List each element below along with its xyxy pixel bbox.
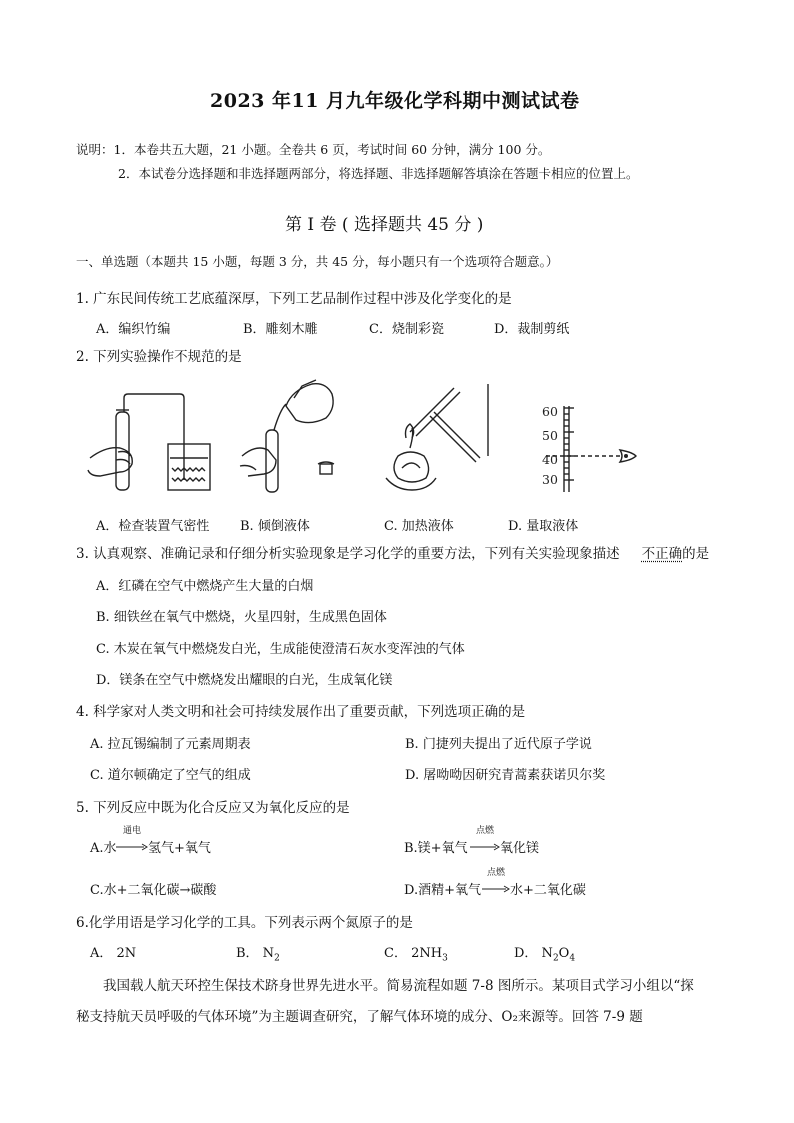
q3-option-a: A．红磷在空气中燃烧产生大量的白烟 [96, 579, 314, 594]
q6-option-b [236, 942, 280, 964]
q5-b-condition: 点燃 [475, 826, 494, 836]
graduated-cylinder-illustration [546, 406, 636, 492]
q1-option-a: A．编织竹编 [96, 322, 171, 337]
q5-option-a [90, 837, 117, 856]
q6-d-subscript-2: 4 [569, 953, 576, 964]
q3-option-b: B. 细铁丝在氧气中燃烧，火星四射，生成黑色固体 [96, 610, 387, 625]
q3-option-d: D．镁条在空气中燃烧发出耀眼的白光，生成氧化镁 [96, 673, 393, 688]
q5-a-arrow [116, 826, 148, 855]
q5-a-condition: 通电 [122, 826, 141, 836]
q6-b-text: B． N [236, 946, 275, 961]
q1-option-b: B．雕刻木雕 [243, 322, 318, 337]
q6-c-text: C． 2NH [384, 946, 443, 961]
q4-option-b: B. 门捷列夫提出了近代原子学说 [405, 737, 592, 752]
q1-stem: 1. 广东民间传统工艺底蕴深厚，下列工艺品制作过程中涉及化学变化的是 [76, 291, 512, 307]
q2-stem: 2. 下列实验操作不规范的是 [76, 349, 242, 365]
q2-illustrations [80, 372, 660, 502]
instructions-line-1: 说明：1．本卷共五大题，21 小题。全卷共 6 页，考试时间 60 分钟，满分 100 分。 [76, 142, 551, 157]
instructions-line-2: 2．本试卷分选择题和非选择题两部分，将选择题、非选择题解答填涂在答题卡相应的位置上。 [118, 166, 639, 181]
cylinder-tick-60: 60 [542, 404, 558, 419]
arrow-icon [470, 843, 500, 851]
exam-title: 2023 年11 月九年级化学科期中测试试卷 [210, 90, 580, 112]
q6-c-subscript: 3 [442, 953, 448, 964]
q6-option-a: A． 2N [90, 946, 137, 961]
cylinder-tick-50: 50 [542, 428, 558, 443]
q3-emphasis-incorrect: 不正确 [641, 546, 683, 562]
q6-option-d [514, 942, 575, 964]
cylinder-tick-30: 30 [542, 472, 558, 487]
passage-line-1: 我国载人航天环控生保技术跻身世界先进水平。简易流程如题 7-8 图所示。某项目式学习小组以“探 [103, 978, 694, 994]
pouring-liquid-illustration [240, 380, 334, 492]
airtightness-check-illustration [88, 394, 210, 490]
q1-option-d: D．裁制剪纸 [494, 322, 570, 337]
q5-d-product: 水+二氧化碳 [510, 883, 586, 898]
q5-option-b: B.镁+氧气 [404, 841, 468, 856]
q4-stem: 4. 科学家对人类文明和社会可持续发展作出了重要贡献，下列选项正确的是 [76, 704, 526, 720]
q6-stem: 6.化学用语是学习化学的工具。下列表示两个氮原子的是 [76, 915, 413, 931]
q2-caption-d: D. 量取液体 [508, 519, 579, 534]
arrow-icon [482, 885, 510, 893]
heating-liquid-illustration [386, 384, 488, 490]
passage-line-2: 秘支持航天员呼吸的气体环境”为主题调查研究，了解气体环境的成分、O₂来源等。回答 7-9 题 [76, 1009, 643, 1025]
q5-d-arrow [482, 868, 510, 897]
q5-option-d: D.酒精+氧气 [404, 883, 481, 898]
q5-d-condition: 点燃 [486, 868, 505, 878]
q5-a-product: 氢气+氧气 [148, 841, 211, 856]
q6-b-subscript: 2 [274, 953, 280, 964]
q4-option-a: A. 拉瓦锡编制了元素周期表 [90, 737, 251, 752]
q1-option-c: C．烧制彩瓷 [369, 322, 444, 337]
q2-caption-b: B. 倾倒液体 [240, 519, 310, 534]
q5-b-arrow [470, 826, 500, 855]
q3-option-c: C. 木炭在氧气中燃烧发白光，生成能使澄清石灰水变浑浊的气体 [96, 642, 465, 657]
q6-d-text-mid: O [558, 946, 570, 961]
q4-option-c: C. 道尔顿确定了空气的组成 [90, 768, 251, 783]
q2-caption-a: A．检查装置气密性 [96, 519, 210, 534]
section-title: 第 I 卷 ( 选择题共 45 分 ) [285, 215, 484, 235]
q3-stem-text: 3. 认真观察、准确记录和仔细分析实验现象是学习化学的重要方法，下列有关实验现象描述 [76, 546, 620, 562]
q5-option-c: C.水+二氧化碳→碳酸 [90, 883, 217, 898]
cylinder-tick-40: 40 [542, 452, 558, 467]
q4-option-d: D. 屠呦呦因研究青蒿素获诺贝尔奖 [405, 768, 606, 783]
q3-stem-end: 的是 [682, 546, 710, 562]
q6-d-subscript-1: 2 [552, 953, 559, 964]
q5-stem: 5. 下列反应中既为化合反应又为氧化反应的是 [76, 800, 350, 816]
q3-stem [76, 542, 709, 562]
q6-d-text: D． N [514, 946, 553, 961]
part1-header: 一、单选题（本题共 15 小题，每题 3 分，共 45 分，每小题只有一个选项符合题意。） [76, 254, 559, 269]
arrow-icon [116, 843, 148, 851]
q5-a-reactant: A.水 [90, 841, 117, 856]
q5-b-product: 氧化镁 [500, 841, 540, 856]
q2-caption-c: C. 加热液体 [384, 519, 454, 534]
q6-option-c [384, 942, 448, 964]
